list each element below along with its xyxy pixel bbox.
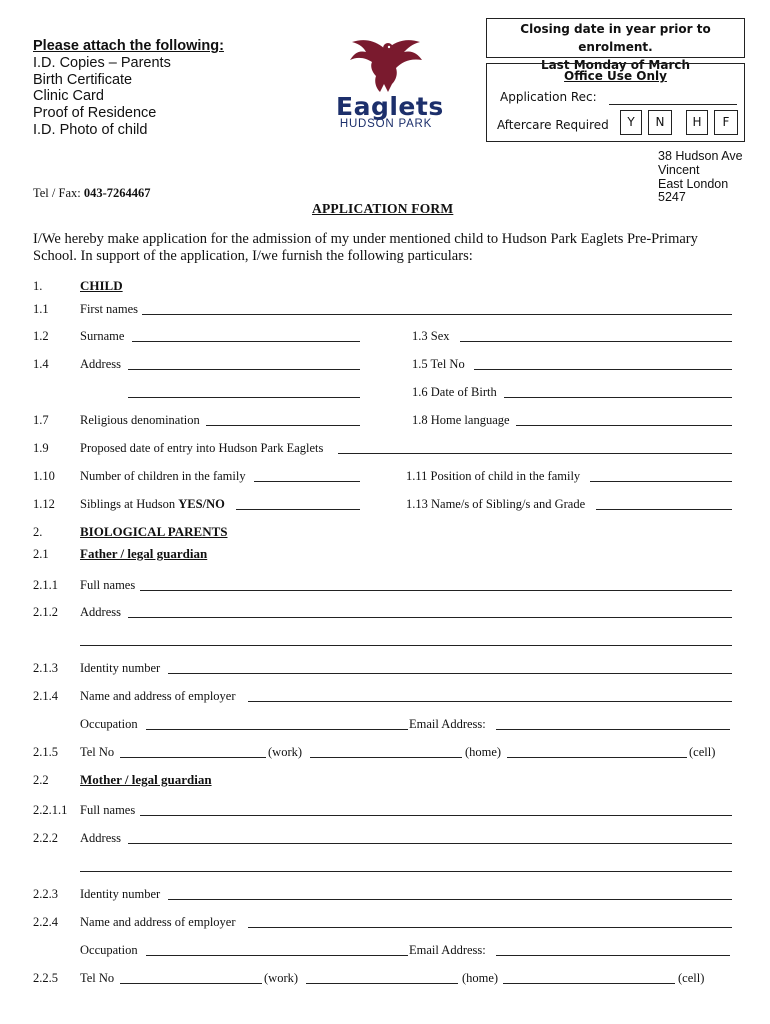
section-number: 2.: [33, 525, 43, 539]
mother-email-field[interactable]: [496, 955, 730, 956]
tel-no-field[interactable]: [474, 369, 732, 370]
father-tel-work-field[interactable]: [120, 757, 266, 758]
field-number: 2.2.5: [33, 971, 58, 985]
field-number: 2.2.2: [33, 831, 58, 845]
address-line: East London: [658, 176, 729, 191]
school-tel: [33, 186, 151, 201]
field-number: 1.10: [33, 469, 55, 483]
father-tel-label: Tel No: [80, 745, 115, 759]
siblings-label-text: Siblings at Hudson: [80, 497, 176, 511]
father-email-field[interactable]: [496, 729, 730, 730]
father-address-field-2[interactable]: [80, 645, 732, 646]
cell-label: (cell): [689, 745, 716, 759]
attach-item: Birth Certificate: [33, 71, 133, 88]
mother-email-label: Email Address:: [409, 943, 486, 957]
eagle-icon: [346, 36, 426, 94]
father-identity-label: Identity number: [80, 661, 161, 675]
mother-tel-cell-field[interactable]: [503, 983, 675, 984]
father-full-names-label: Full names: [80, 578, 136, 592]
home-label: (home): [465, 745, 502, 759]
mother-address-field[interactable]: [128, 843, 732, 844]
father-identity-field[interactable]: [168, 673, 732, 674]
mother-full-names-field[interactable]: [140, 815, 732, 816]
surname-field[interactable]: [132, 341, 360, 342]
siblings-yesno: YES/NO: [178, 497, 225, 511]
field-number: 2.1.1: [33, 578, 58, 592]
closing-line2: Last Monday of March: [540, 58, 691, 72]
mother-identity-field[interactable]: [168, 899, 732, 900]
father-address-label: Address: [80, 605, 121, 619]
child-address-field-2[interactable]: [128, 397, 360, 398]
father-address-field[interactable]: [128, 617, 732, 618]
position-label: 1.11 Position of child in the family: [406, 469, 581, 483]
logo-brand: Eaglets: [336, 92, 444, 121]
position-field[interactable]: [590, 481, 732, 482]
attach-item: I.D. Copies – Parents: [33, 54, 171, 71]
first-names-field[interactable]: [142, 314, 732, 315]
mother-tel-home-field[interactable]: [306, 983, 458, 984]
field-number: 1.9: [33, 441, 49, 455]
field-number: 2.2.1.1: [33, 803, 68, 817]
address-line: 38 Hudson Ave: [658, 149, 743, 163]
father-tel-cell-field[interactable]: [507, 757, 687, 758]
attach-item: I.D. Photo of child: [33, 121, 148, 138]
section-number: 1.: [33, 279, 43, 293]
entry-date-label: Proposed date of entry into Hudson Park Eaglets: [80, 441, 324, 455]
home-language-label: 1.8 Home language: [412, 413, 510, 427]
surname-label: Surname: [80, 329, 125, 343]
subsection-title-mother: Mother / legal guardian: [80, 772, 212, 787]
dob-label: 1.6 Date of Birth: [412, 385, 497, 399]
mother-full-names-label: Full names: [80, 803, 136, 817]
num-children-field[interactable]: [254, 481, 360, 482]
father-occupation-label: Occupation: [80, 717, 138, 731]
dob-field[interactable]: [504, 397, 732, 398]
closing-date-box: [486, 18, 745, 72]
siblings-field[interactable]: [236, 509, 360, 510]
logo-sub: HUDSON PARK: [339, 118, 433, 130]
tel-number: 043-7264467: [83, 186, 151, 200]
mother-tel-work-field[interactable]: [120, 983, 262, 984]
closing-line1: Closing date in year prior to enrolment.: [520, 22, 711, 54]
intro-text: I/We hereby make application for the admission of my under mentioned child to Hudson Park Eaglets Pre-Primary School. In support of the application, I/we furnish the following particulars:: [33, 231, 698, 264]
office-use-title: Office Use Only: [564, 69, 667, 83]
mother-occupation-label: Occupation: [80, 943, 138, 957]
field-number: 1.2: [33, 329, 49, 343]
address-line: 5247: [658, 190, 686, 205]
father-full-names-field[interactable]: [140, 590, 732, 591]
father-employer-label: Name and address of employer: [80, 689, 236, 703]
school-logo: [336, 36, 444, 136]
father-occupation-field[interactable]: [146, 729, 408, 730]
field-number: 2.1.3: [33, 661, 58, 675]
subsection-number: 2.2: [33, 773, 49, 787]
father-email-label: Email Address:: [409, 717, 486, 731]
attach-item: Clinic Card: [33, 88, 104, 105]
father-tel-home-field[interactable]: [310, 757, 462, 758]
mother-employer-field[interactable]: [248, 927, 732, 928]
aftercare-box-y[interactable]: Y: [620, 110, 642, 135]
siblings-label: [80, 497, 225, 512]
num-children-label: Number of children in the family: [80, 469, 246, 483]
aftercare-label: Aftercare Required: [497, 118, 609, 132]
field-number: 2.1.4: [33, 689, 58, 703]
sibling-names-label: 1.13 Name/s of Sibling/s and Grade: [406, 497, 586, 511]
religion-field[interactable]: [206, 425, 360, 426]
field-number: 2.1.2: [33, 605, 58, 619]
subsection-title-father: Father / legal guardian: [80, 546, 208, 561]
mother-address-label: Address: [80, 831, 121, 845]
field-number: 1.4: [33, 357, 49, 371]
mother-employer-label: Name and address of employer: [80, 915, 236, 929]
mother-tel-label: Tel No: [80, 971, 115, 985]
field-number: 2.1.5: [33, 745, 58, 759]
field-number: 2.2.3: [33, 887, 58, 901]
field-number: 1.1: [33, 302, 49, 316]
entry-date-field[interactable]: [338, 453, 732, 454]
section-title-parents: BIOLOGICAL PARENTS: [80, 524, 228, 539]
mother-identity-label: Identity number: [80, 887, 161, 901]
field-number: 1.7: [33, 413, 49, 427]
cell-label: (cell): [678, 971, 705, 985]
attach-item: Proof of Residence: [33, 105, 157, 122]
field-number: 2.2.4: [33, 915, 58, 929]
aftercare-box-h[interactable]: H: [686, 110, 708, 135]
aftercare-box-n[interactable]: N: [648, 110, 672, 135]
sex-label: 1.3 Sex: [412, 329, 450, 343]
school-address: [658, 150, 743, 205]
mother-address-field-2[interactable]: [80, 871, 732, 872]
subsection-number: 2.1: [33, 547, 49, 561]
tel-label: Tel / Fax:: [33, 186, 81, 200]
child-address-field[interactable]: [128, 369, 360, 370]
sibling-names-field[interactable]: [596, 509, 732, 510]
religion-label: Religious denomination: [80, 413, 200, 427]
home-label: (home): [462, 971, 499, 985]
application-rec-label: Application Rec:: [500, 90, 597, 104]
mother-occupation-field[interactable]: [146, 955, 408, 956]
sex-field[interactable]: [460, 341, 732, 342]
work-label: (work): [264, 971, 299, 985]
child-address-label: Address: [80, 357, 121, 371]
form-title: APPLICATION FORM: [312, 201, 454, 216]
first-names-label: First names: [80, 302, 138, 316]
attach-list: [33, 38, 224, 139]
aftercare-box-f[interactable]: F: [714, 110, 738, 135]
office-use-box: [486, 63, 745, 142]
attach-heading: Please attach the following:: [33, 38, 224, 54]
section-title-child: CHILD: [80, 278, 123, 293]
father-employer-field[interactable]: [248, 701, 732, 702]
address-line: Vincent: [658, 162, 700, 177]
work-label: (work): [268, 745, 303, 759]
application-rec-field[interactable]: [609, 104, 737, 105]
home-language-field[interactable]: [516, 425, 732, 426]
field-number: 1.12: [33, 497, 55, 511]
tel-no-label: 1.5 Tel No: [412, 357, 465, 371]
